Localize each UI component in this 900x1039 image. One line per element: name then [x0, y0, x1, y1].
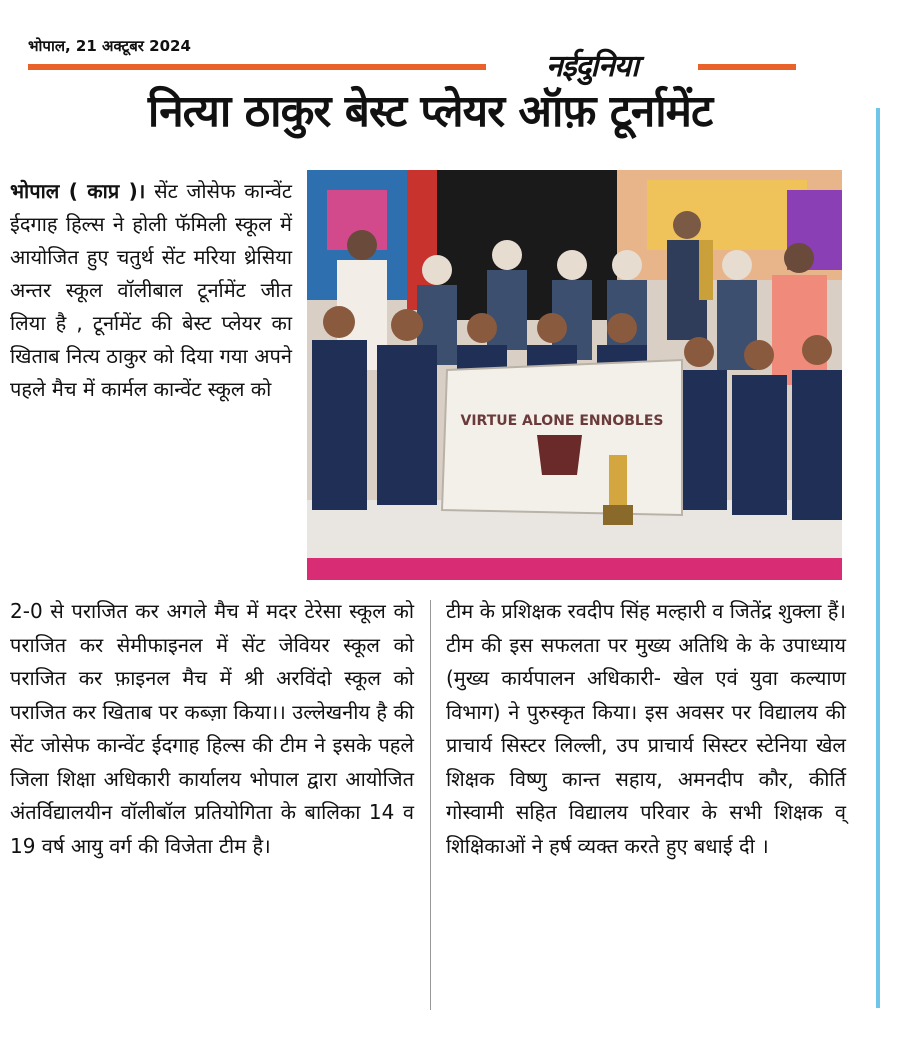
masthead-rule-left	[28, 64, 486, 70]
lead-text: सेंट जोसेफ कान्वेंट ईदगाह हिल्स ने होली फॅमिली स्कूल में आयोजित हुए चतुर्थ सेंट मरिया थ्रेसिया अन्तर स्कूल वॉलीबाल टूर्नामेंट जीत लिया है , टूर्नामेंट की बेस्ट प्लेयर का खिताब नित्य ठाकुर को दिया गया अपने पहले मैच में कार्मल कान्वेंट स्कूल को	[10, 179, 292, 401]
team-photo	[307, 170, 842, 580]
page-edge-rule	[876, 108, 880, 1008]
masthead-rule-right	[698, 64, 796, 70]
banner-text: VIRTUE ALONE ENNOBLES	[460, 413, 664, 429]
body-column-left: 2-0 से पराजित कर अगले मैच में मदर टेरेसा स्कूल को पराजित कर सेमीफाइनल में सेंट जेवियर स्कूल को पराजित कर फ़ाइनल मैच में श्री अरविंदो स्कूल को पराजित कर खिताब पर कब्ज़ा किया।। उल्लेखनीय है की सेंट जोसेफ कान्वेंट ईदगाह हिल्स की टीम ने इसके पहले जिला शिक्षा अधिकारी कार्यालय भोपाल द्वारा आयोजित अंतर्विद्यालयीन वॉलीबॉल प्रतियोगिता के बालिका 14 व 19 वर्ष आयु वर्ग की विजेता टीम है।	[10, 599, 414, 858]
dateline: भोपाल, 21 अक्टूबर 2024	[28, 37, 191, 55]
newspaper-masthead: नईदुनिया	[546, 49, 638, 84]
lead-column	[10, 175, 292, 406]
body-column-right: टीम के प्रशिक्षक रवदीप सिंह मल्हारी व जितेंद्र शुक्ला हैं। टीम की इस सफलता पर मुख्य अतिथि के के उपाध्याय (मुख्य कार्यपालन अधिकारी- खेल एवं युवा कल्याण विभाग) ने पुरुस्कृत किया। इस अवसर पर विद्यालय की प्राचार्य सिस्टर लिल्ली, उप प्राचार्य सिस्टर स्टेनिया खेल शिक्षक विष्णु कान्त सहाय, अमनदीप कौर, कीर्ति गोस्वामी सहित विद्यालय परिवार के सभी शिक्षक व् शिक्षिकाओं ने हर्ष व्यक्त करते हुए बधाई दी ।	[446, 599, 846, 858]
byline: भोपाल ( काप्र )।	[10, 179, 146, 203]
article-headline: नित्या ठाकुर बेस्ट प्लेयर ऑफ़ टूर्नामेंट	[147, 86, 713, 137]
column-divider	[430, 600, 431, 1010]
